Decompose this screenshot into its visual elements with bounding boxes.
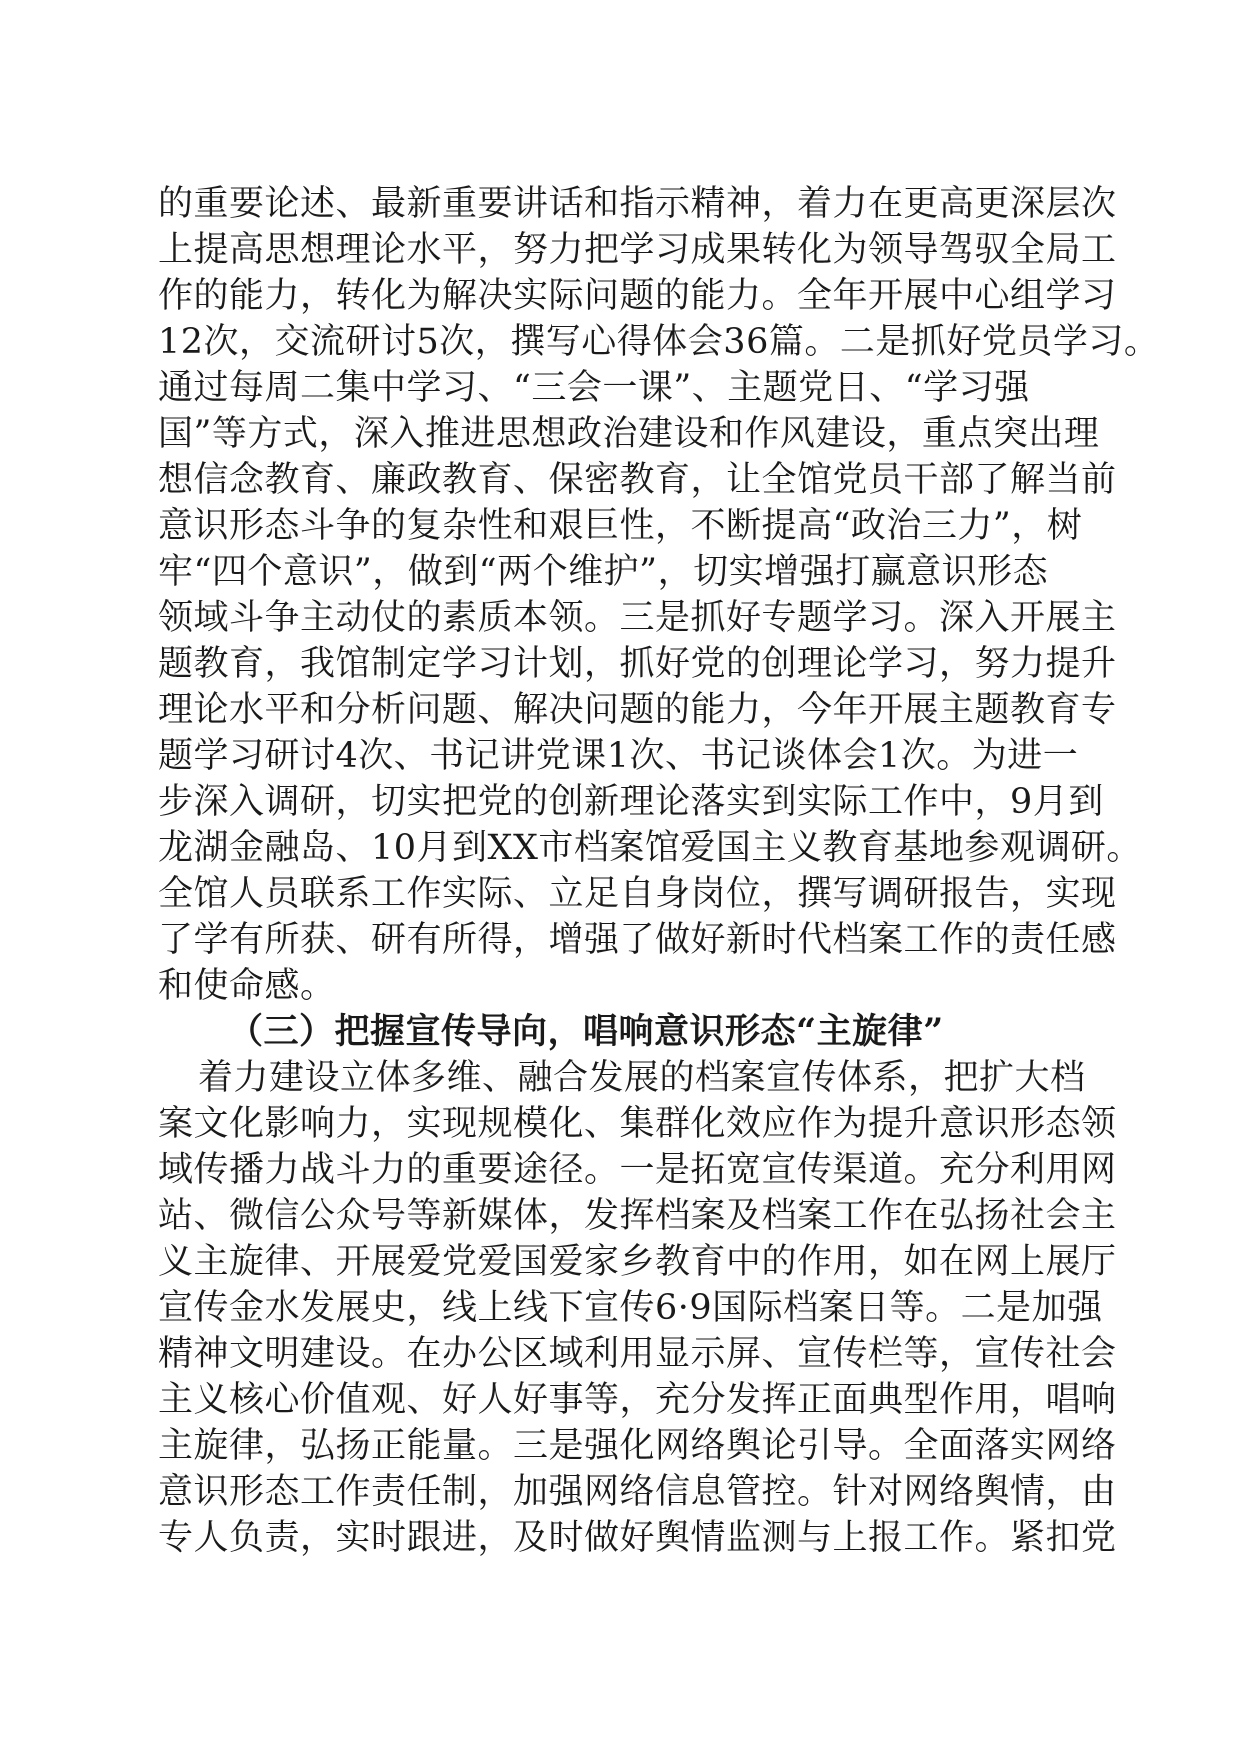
section-heading: （三）把握宣传导向，唱响意识形态“主旋律”	[228, 1011, 944, 1052]
text-line: 国”等方式，深入推进思想政治建设和作风建设，重点突出理	[158, 414, 1100, 454]
text-line: 意识形态斗争的复杂性和艰巨性，不断提高“政治三力”，树	[158, 506, 1083, 546]
text-line: 上提高思想理论水平，努力把学习成果转化为领导驾驭全局工	[158, 230, 1117, 270]
text-line: 领域斗争主动仗的素质本领。三是抓好专题学习。深入开展主	[158, 598, 1117, 638]
text-line: 域传播力战斗力的重要途径。一是拓宽宣传渠道。充分利用网	[158, 1150, 1117, 1190]
text-line: 龙湖金融岛、10月到XX市档案馆爱国主义教育基地参观调研。	[158, 828, 1142, 868]
text-line: 题教育，我馆制定学习计划，抓好党的创理论学习，努力提升	[158, 644, 1117, 684]
text-line: 精神文明建设。在办公区域利用显示屏、宣传栏等，宣传社会	[158, 1334, 1117, 1374]
text-line: 作的能力，转化为解决实际问题的能力。全年开展中心组学习	[158, 276, 1117, 316]
text-line: 通过每周二集中学习、“三会一课”、主题党日、“学习强	[158, 368, 1030, 408]
text-line: 主旋律，弘扬正能量。三是强化网络舆论引导。全面落实网络	[158, 1426, 1117, 1466]
text-line: 和使命感。	[158, 966, 336, 1006]
text-line: 想信念教育、廉政教育、保密教育，让全馆党员干部了解当前	[158, 460, 1117, 500]
text-line: 步深入调研，切实把党的创新理论落实到实际工作中，9月到	[158, 782, 1104, 822]
text-line: 义主旋律、开展爱党爱国爱家乡教育中的作用，如在网上展厅	[158, 1242, 1117, 1282]
text-line: 宣传金水发展史，线上线下宣传6·9国际档案日等。二是加强	[158, 1288, 1103, 1328]
text-line: 理论水平和分析问题、解决问题的能力，今年开展主题教育专	[158, 690, 1117, 730]
text-line: 案文化影响力，实现规模化、集群化效应作为提升意识形态领	[158, 1104, 1117, 1144]
text-line: 的重要论述、最新重要讲话和指示精神，着力在更高更深层次	[158, 184, 1117, 224]
text-line: 主义核心价值观、好人好事等，充分发挥正面典型作用，唱响	[158, 1380, 1117, 1420]
text-line: 意识形态工作责任制，加强网络信息管控。针对网络舆情，由	[158, 1472, 1117, 1512]
text-line: 12次，交流研讨5次，撰写心得体会36篇。二是抓好党员学习。	[158, 322, 1160, 362]
text-line: 题学习研讨4次、书记讲党课1次、书记谈体会1次。为进一	[158, 736, 1079, 776]
text-line: 了学有所获、研有所得，增强了做好新时代档案工作的责任感	[158, 920, 1117, 960]
text-line: 全馆人员联系工作实际、立足自身岗位，撰写调研报告，实现	[158, 874, 1117, 914]
text-line: 牢“四个意识”，做到“两个维护”，切实增强打赢意识形态	[158, 552, 1049, 592]
text-line: 专人负责，实时跟进，及时做好舆情监测与上报工作。紧扣党	[158, 1518, 1117, 1558]
text-line: 站、微信公众号等新媒体，发挥档案及档案工作在弘扬社会主	[158, 1196, 1117, 1236]
text-line: 着力建设立体多维、融合发展的档案宣传体系，把扩大档	[198, 1058, 1086, 1098]
